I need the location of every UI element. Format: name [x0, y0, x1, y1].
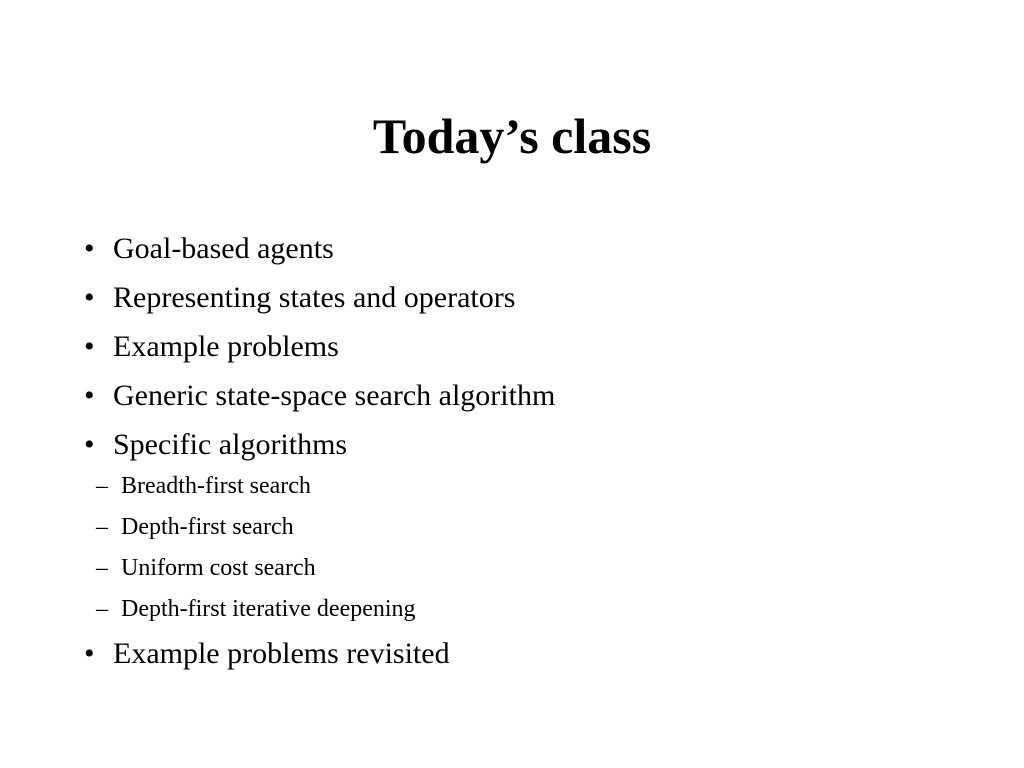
sub-bullet-iterative-deepening	[84, 592, 984, 626]
sub-bullet-marker: –	[96, 596, 108, 622]
bullet-text: Generic state-space search algorithm	[113, 379, 556, 412]
sub-bullet-text: Depth-first search	[121, 514, 294, 540]
bullet-item-goal-based-agents	[84, 228, 984, 270]
bullet-list	[84, 228, 984, 682]
sub-bullet-text: Uniform cost search	[121, 555, 316, 581]
sub-bullet-marker: –	[96, 473, 108, 499]
sub-bullet-text: Depth-first iterative deepening	[121, 596, 416, 622]
bullet-marker: •	[84, 379, 95, 412]
bullet-text: Example problems	[113, 330, 339, 363]
sub-bullet-breadth-first	[84, 469, 984, 503]
sub-bullet-text: Breadth-first search	[121, 473, 311, 499]
bullet-text: Goal-based agents	[113, 232, 334, 265]
bullet-marker: •	[84, 637, 95, 670]
bullet-marker: •	[84, 232, 95, 265]
sub-bullet-uniform-cost	[84, 551, 984, 585]
bullet-text: Specific algorithms	[113, 428, 348, 461]
bullet-marker: •	[84, 330, 95, 363]
sub-bullet-marker: –	[96, 514, 108, 540]
sub-bullet-marker: –	[96, 555, 108, 581]
bullet-text: Representing states and operators	[113, 281, 516, 314]
bullet-marker: •	[84, 428, 95, 461]
sub-bullet-list	[84, 469, 984, 626]
bullet-item-example-problems-revisited	[84, 633, 984, 675]
bullet-item-specific-algorithms	[84, 424, 984, 466]
sub-bullet-group	[84, 469, 984, 626]
bullet-marker: •	[84, 281, 95, 314]
bullet-text: Example problems revisited	[113, 637, 450, 670]
bullet-item-representing-states	[84, 277, 984, 319]
sub-bullet-depth-first	[84, 510, 984, 544]
slide-title: Today’s class	[372, 108, 652, 164]
bullet-item-generic-search-algorithm	[84, 375, 984, 417]
bullet-item-example-problems	[84, 326, 984, 368]
